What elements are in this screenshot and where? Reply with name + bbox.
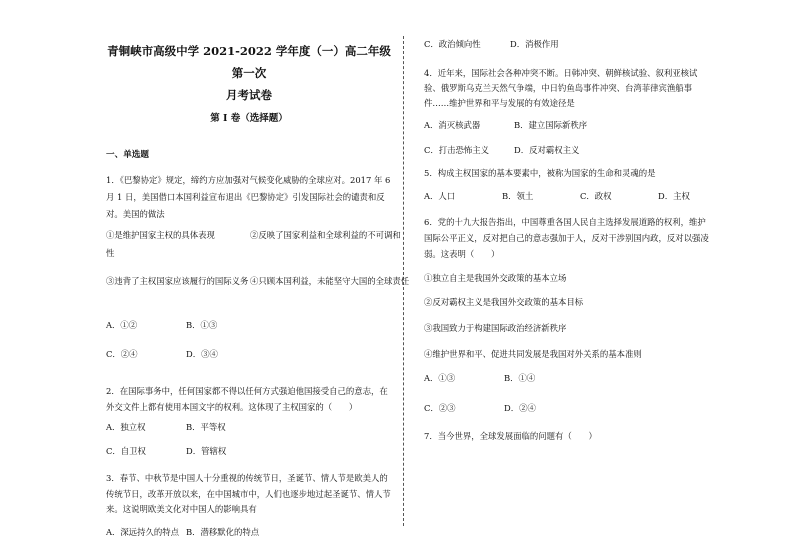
q3-choice-d: D．消极作用 xyxy=(510,39,559,49)
q2-choice-b: B．平等权 xyxy=(186,422,226,432)
q6-choice-d: D．②④ xyxy=(504,403,536,413)
q5-choice-a: A．人口 xyxy=(424,191,456,201)
q1-statement-3: ③违背了主权国家应该履行的国际义务 xyxy=(106,276,249,286)
question-3-choices-ab xyxy=(106,526,392,540)
q4-choice-b: B．建立国际新秩序 xyxy=(514,120,588,130)
q5-choice-d: D．主权 xyxy=(658,191,690,201)
question-1-statements xyxy=(106,229,410,319)
question-6-text: 6．党的十九大报告指出，中国尊重各国人民自主选择发展道路的权利，维护国际公平正义，反对把自己的意志强加于人，反对干涉别国内政，反对以强凌弱。这表明（ ） xyxy=(424,217,709,259)
q6-choice-b: B．①④ xyxy=(504,373,536,383)
q2-choice-a: A．独立权 xyxy=(106,422,146,432)
q3-choice-c: C．政治倾向性 xyxy=(424,39,481,49)
q6-statement-1: ①独立自主是我国外交政策的基本立场 xyxy=(424,273,567,283)
q6-choice-c: C．②③ xyxy=(424,403,456,413)
q6-statement-2: ②反对霸权主义是我国外交政策的基本目标 xyxy=(424,297,584,307)
q1-statement-4: ④只顾本国利益，未能坚守大国的全球责任 xyxy=(250,276,410,286)
question-5-choices xyxy=(424,190,710,204)
question-1-choices xyxy=(106,319,392,377)
q1-statement-2: ②反映了国家利益和全球利益的不可调和 xyxy=(250,230,401,240)
q5-choice-c: C．政权 xyxy=(580,191,612,201)
question-4-text: 4．近年来，国际社会各种冲突不断。日韩冲突、朝鲜核试验、叙利亚核试验、俄罗斯乌克兰天然气争端，中日钓鱼岛事件冲突、台湾菲律宾渔船事件……维护世界和平与发展的有效途径是 xyxy=(424,68,698,108)
q2-choice-d: D．管辖权 xyxy=(186,446,227,456)
q4-choice-c: C．打击恐怖主义 xyxy=(424,145,490,155)
question-5-text: 5．构成主权国家的基本要素中，被称为国家的生命和灵魂的是 xyxy=(424,168,656,178)
question-4-choices xyxy=(424,119,710,165)
question-7-text: 7．当今世界，全球发展面临的问题有（ ） xyxy=(424,431,597,441)
question-6-choices xyxy=(424,372,710,428)
question-2-choices xyxy=(106,421,392,467)
q4-choice-d: D．反对霸权主义 xyxy=(514,145,580,155)
q6-choice-a: A．①③ xyxy=(424,373,456,383)
q6-statement-4: ④维护世界和平、促进共同发展是我国对外关系的基本准则 xyxy=(424,349,642,359)
exam-title-line1: 青铜峡市高级中学 2021-2022 学年度（一）高二年级第一次 xyxy=(107,44,391,80)
q1-statement-2-cont: 性 xyxy=(106,248,115,258)
q1-choice-c: C．②④ xyxy=(106,349,138,359)
exam-title-line2: 月考试卷 xyxy=(226,88,272,102)
q1-choice-b: B．①③ xyxy=(186,320,218,330)
q1-choice-d: D．③④ xyxy=(186,349,218,359)
question-2-text: 2．在国际事务中，任何国家都不得以任何方式强迫他国接受自己的意志，在外交文件上都有使用本国文字的权利。这体现了主权国家的（ ） xyxy=(106,386,388,412)
q1-choice-a: A．①② xyxy=(106,320,138,330)
question-3-text: 3．春节、中秋节是中国人十分重视的传统节日，圣诞节、情人节是欧美人的传统节日，改革开放以来，在中国城市中，人们也逐步地过起圣诞节、情人节来。这说明欧美文化对中国人的影响具有 xyxy=(106,473,391,514)
q3-choice-b: B．潜移默化的特点 xyxy=(186,526,260,537)
right-column xyxy=(424,38,710,443)
exam-subtitle: 第 I 卷（选择题） xyxy=(210,113,288,124)
question-3-choices-cd xyxy=(424,38,710,52)
question-1-text: 1．《巴黎协定》规定，缔约方应加强对气候变化威胁的全球应对。2017 年 6 月 1 日，美国借口本国利益宣布退出《巴黎协定》引发国际社会的谴责和反对。美国的做法 xyxy=(106,175,391,219)
left-column xyxy=(106,38,410,540)
q3-choice-a: A．深远持久的特点 xyxy=(106,526,180,537)
q5-choice-b: B．领土 xyxy=(502,191,534,201)
question-6-statements xyxy=(424,272,710,368)
q2-choice-c: C．自卫权 xyxy=(106,446,146,456)
q4-choice-a: A．消灭核武器 xyxy=(424,120,481,130)
q6-statement-3: ③我国致力于构建国际政治经济新秩序 xyxy=(424,323,567,333)
q1-statement-1: ①是维护国家主权的具体表现 xyxy=(106,230,215,240)
section-heading: 一、单选题 xyxy=(106,150,149,160)
